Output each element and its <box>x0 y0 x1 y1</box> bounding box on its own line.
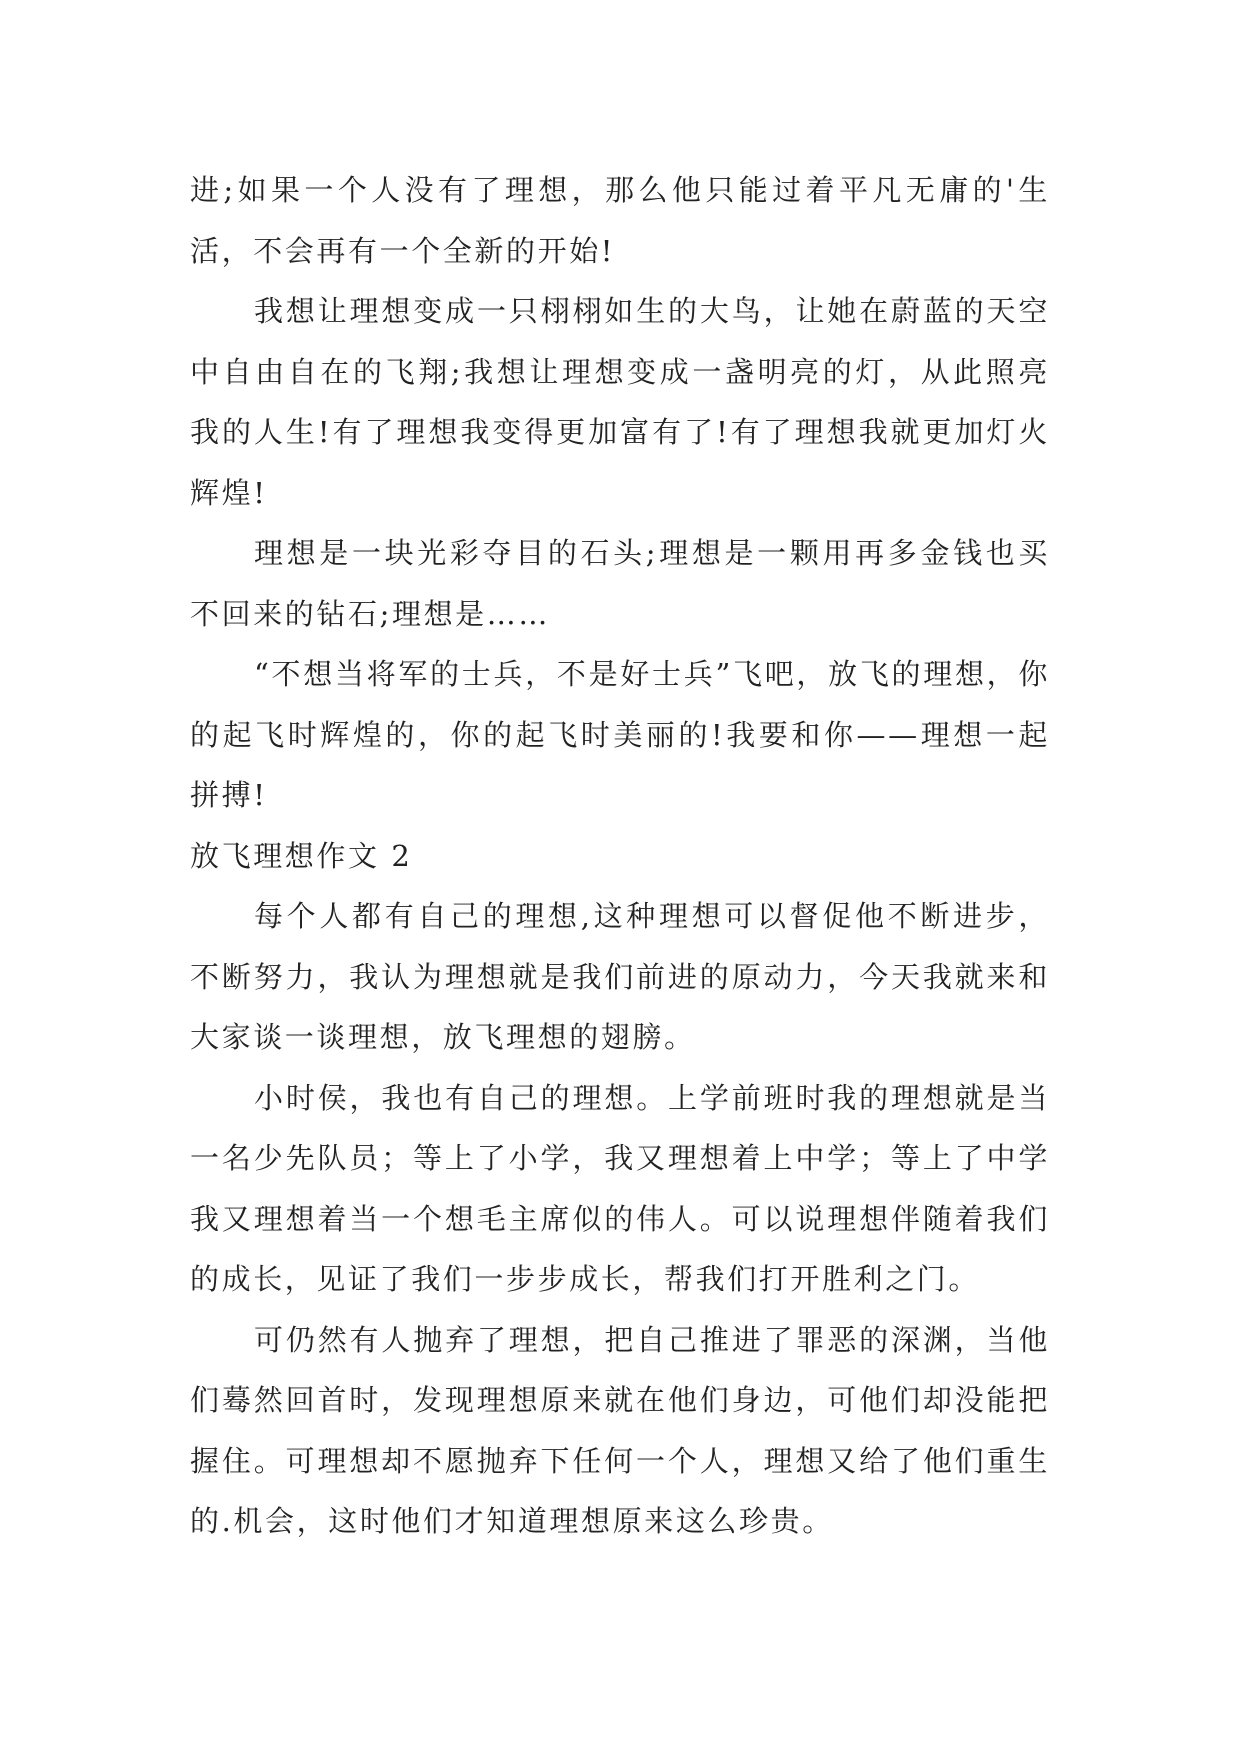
paragraph: 可仍然有人抛弃了理想，把自己推进了罪恶的深渊，当他们蓦然回首时，发现理想原来就在他们身边，可他们却没能把握住。可理想却不愿抛弃下任何一个人，理想又给了他们重生的.机会，这时他们才知道理想原来这么珍贵。 <box>190 1322 1050 1538</box>
paragraph: 我想让理想变成一只栩栩如生的大鸟，让她在蔚蓝的天空中自由自在的飞翔;我想让理想变成一盏明亮的灯，从此照亮我的人生!有了理想我变得更加富有了!有了理想我就更加灯火辉煌! <box>190 294 1050 510</box>
paragraph: 理想是一块光彩夺目的石头;理想是一颗用再多金钱也买不回来的钻石;理想是…… <box>190 536 1050 631</box>
paragraph: “不想当将军的士兵，不是好士兵”飞吧，放飞的理想，你的起飞时辉煌的，你的起飞时美丽的!我要和你——理想一起拼搏! <box>190 657 1050 812</box>
paragraph: 每个人都有自己的理想,这种理想可以督促他不断进步，不断努力，我认为理想就是我们前进的原动力，今天我就来和大家谈一谈理想，放飞理想的翅膀。 <box>190 899 1050 1054</box>
paragraph-continuation: 进;如果一个人没有了理想，那么他只能过着平凡无庸的'生活，不会再有一个全新的开始! <box>190 173 1050 268</box>
section-heading: 放飞理想作文 2 <box>190 838 413 873</box>
document-body <box>190 160 1050 1552</box>
paragraph: 小时侯，我也有自己的理想。上学前班时我的理想就是当一名少先队员；等上了小学，我又理想着上中学；等上了中学我又理想着当一个想毛主席似的伟人。可以说理想伴随着我们的成长，见证了我们一步步成长，帮我们打开胜利之门。 <box>190 1080 1050 1296</box>
